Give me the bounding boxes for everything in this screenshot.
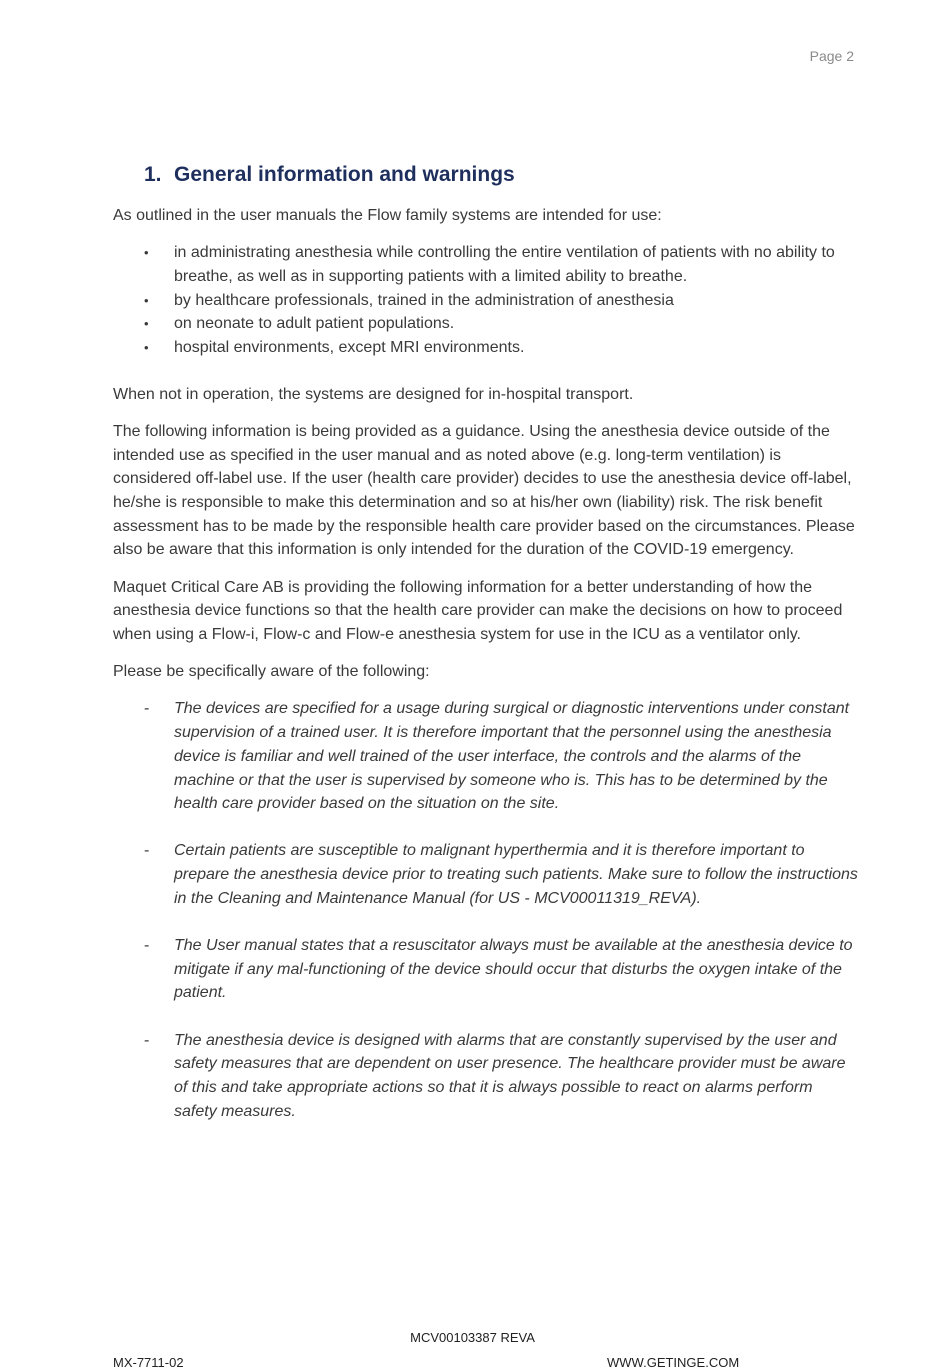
list-item <box>113 312 858 336</box>
warning-text: The User manual states that a resuscitator always must be available at the anesthesia device to mitigate if any mal-functioning of the device should occur that disturbs the oxygen intake of the patient. <box>174 937 853 1002</box>
warning-item <box>113 839 858 910</box>
footer-website: WWW.GETINGE.COM <box>607 1355 740 1370</box>
maquet-info-paragraph: Maquet Critical Care AB is providing the following information for a better understanding of how the anesthesia device functions so that the health care provider can make the decisions on how to proceed when using a Flow-i, Flow-c and Flow-e anesthesia system for use in the ICU as a ventilator only. <box>113 578 843 644</box>
awareness-paragraph: Please be specifically aware of the following: <box>113 663 430 681</box>
intro-paragraph: As outlined in the user manuals the Flow family systems are intended for use: <box>113 207 662 224</box>
document-body <box>113 160 858 1147</box>
off-label-paragraph: The following information is being provided as a guidance. Using the anesthesia device outside of the intended use as specified in the user manual and as noted above (e.g. long-term ventilation) is considered off-label use. If the user (health care provider) decides to use the anesthesia device off-label, he/she is responsible to make this determination and so at his/her own (liability) risk. The risk benefit assessment has to be made by the responsible health care provider based on the circumstances. Please also be aware that this information is only intended for the duration of the COVID-19 emergency. <box>113 422 855 559</box>
warning-item <box>113 697 858 816</box>
bullet-marker: • <box>144 340 149 356</box>
bullet-marker: • <box>144 245 149 261</box>
warning-text: The anesthesia device is designed with alarms that are constantly supervised by the user and safety measures that are dependent on user presence. The healthcare provider must be aware of this and take appropriate actions so that it is always possible to react on alarms perform safety measures. <box>174 1031 846 1120</box>
dash-marker: - <box>144 937 150 955</box>
list-item <box>113 336 858 360</box>
intended-use-list <box>113 241 858 360</box>
list-item-text: by healthcare professionals, trained in the administration of anesthesia <box>174 291 674 309</box>
bullet-marker: • <box>144 316 149 332</box>
warning-text: The devices are specified for a usage during surgical or diagnostic interventions under constant supervision of a trained user. It is therefore important that the personnel using the anesthesia device is familiar and well trained of the user interface, the controls and the alarms of the machine or that the user is supervised by someone who is. This has to be determined by the health care provider based on the situation on the site. <box>174 700 850 813</box>
list-item <box>113 289 858 313</box>
warning-text: Certain patients are susceptible to malignant hyperthermia and it is therefore important to prepare the anesthesia device prior to treating such patients. Make sure to follow the instructions in the Cleaning and Maintenance Manual (for US - MCV00011319_REVA). <box>174 842 858 907</box>
dash-marker: - <box>144 700 150 718</box>
section-heading <box>144 160 858 190</box>
warning-item <box>113 934 858 1005</box>
transport-paragraph: When not in operation, the systems are designed for in-hospital transport. <box>113 385 634 403</box>
page-number: Page 2 <box>809 48 854 64</box>
section-title: General information and warnings <box>174 163 515 186</box>
warning-item <box>113 1029 858 1124</box>
footer-doc-id: MCV00103387 REVA <box>410 1330 535 1345</box>
section-number: 1. <box>144 163 162 186</box>
list-item-text: in administrating anesthesia while controlling the entire ventilation of patients with no ability to breathe, as well as in supporting patients with a limited ability to breathe. <box>174 244 835 285</box>
footer-form-id: MX-7711-02 <box>113 1355 184 1370</box>
warnings-list <box>113 697 858 1123</box>
dash-marker: - <box>144 842 150 860</box>
list-item-text: on neonate to adult patient populations. <box>174 315 455 333</box>
dash-marker: - <box>144 1031 150 1049</box>
list-item-text: hospital environments, except MRI environments. <box>174 339 525 357</box>
bullet-marker: • <box>144 292 149 308</box>
list-item <box>113 241 858 288</box>
